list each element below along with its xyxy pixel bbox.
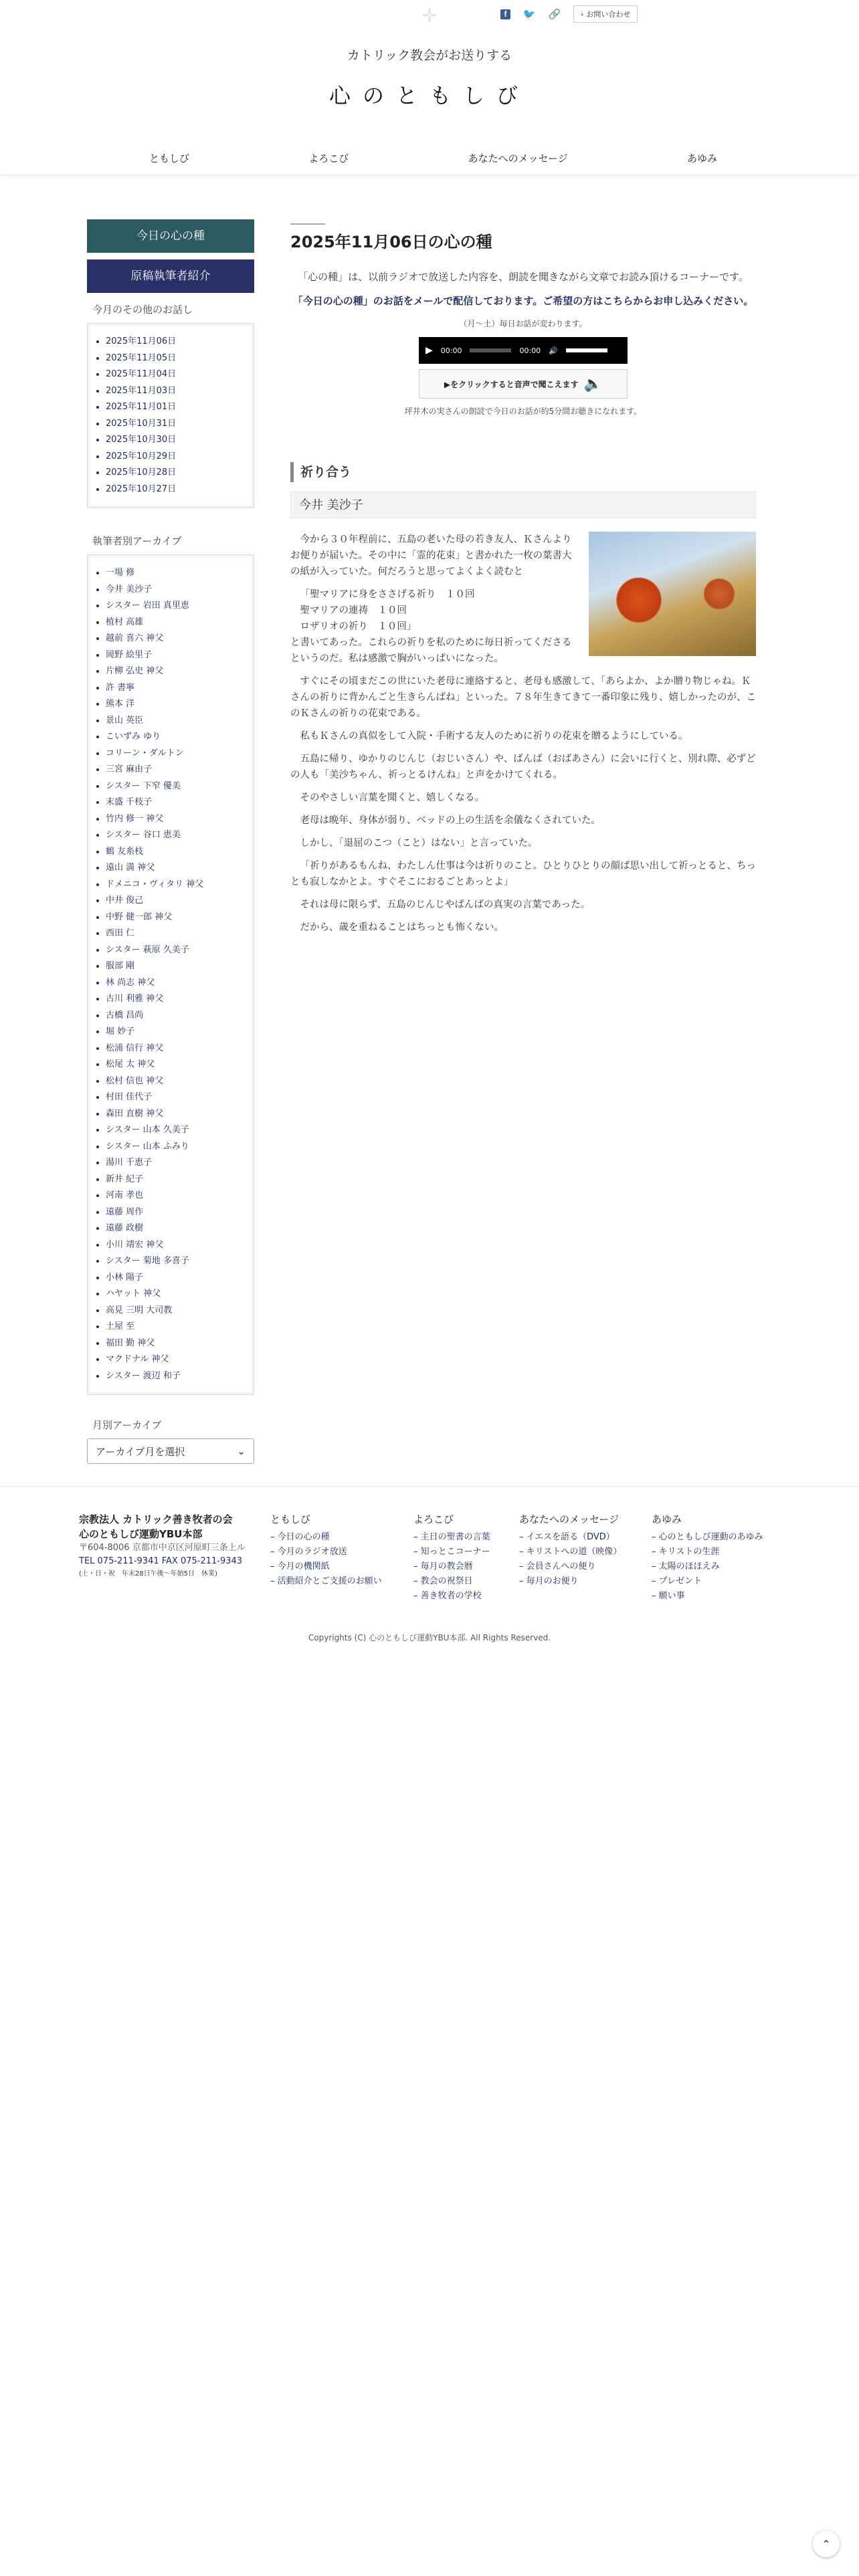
footer-link[interactable] <box>519 1530 622 1545</box>
author-list-item[interactable] <box>106 746 250 762</box>
social-links <box>500 5 638 23</box>
date-list-item-link[interactable]: 2025年11月04日 <box>106 369 177 379</box>
author-list-item-link[interactable]: 遠藤 政樹 <box>106 1223 144 1233</box>
footer-link-label: 今月の機関紙 <box>277 1562 330 1572</box>
author-list-item-link[interactable]: 越前 喜六 神父 <box>106 633 164 643</box>
story-paragraph: 老母は晩年、身体が弱り、ベッドの上の生活を余儀なくされていた。 <box>300 815 601 826</box>
monthly-archive-select[interactable] <box>87 1438 254 1464</box>
dash-icon: – <box>270 1547 278 1557</box>
footer-col-ayumi <box>652 1512 763 1604</box>
author-list-item[interactable] <box>106 844 250 861</box>
copyright: Copyrights (C) 心のともしび運動YBU本部. All Rights Reserved. <box>308 1633 551 1642</box>
global-nav <box>94 148 763 169</box>
author-list-item[interactable] <box>106 1188 250 1204</box>
story-paragraph: そのやさしい言葉を聞くと、嬉しくなる。 <box>300 792 484 803</box>
author-list-item[interactable] <box>106 942 250 959</box>
author-list-item-link[interactable]: シスター 谷口 恵美 <box>106 830 181 840</box>
author-list-item[interactable] <box>106 1155 250 1172</box>
footer-col-title: よろこび <box>413 1513 454 1525</box>
author-list-item[interactable] <box>106 713 250 730</box>
footer-col-title: あなたへのメッセージ <box>519 1513 619 1525</box>
date-list-item-link[interactable]: 2025年10月31日 <box>106 418 177 429</box>
author-list-item[interactable] <box>106 909 250 926</box>
author-list-item[interactable] <box>106 1237 250 1254</box>
author-list-item[interactable] <box>106 1041 250 1057</box>
nav-tomoshibi[interactable]: ともしび <box>149 152 190 165</box>
author-list-item[interactable] <box>106 1286 250 1303</box>
dash-icon: – <box>652 1576 659 1586</box>
dash-icon: – <box>652 1547 659 1557</box>
contact-button-label: お問い合わせ <box>586 10 631 19</box>
author-list-item-link[interactable]: シスター 萩原 久美子 <box>106 944 189 955</box>
footer-link[interactable] <box>413 1545 490 1560</box>
author-list-item[interactable] <box>106 1368 250 1385</box>
footer-link-label: 毎月の教会暦 <box>420 1562 473 1572</box>
monthly-archive-value: アーカイブ月を選択 <box>96 1445 185 1458</box>
chevron-up-icon: ⌃ <box>822 2537 831 2551</box>
link-icon[interactable]: 🔗 <box>548 8 561 20</box>
chevron-down-icon: ⌄ <box>237 1445 246 1457</box>
author-list-item[interactable] <box>106 582 250 599</box>
date-list-item[interactable] <box>106 383 250 400</box>
author-list-item-link[interactable]: 古橋 昌尚 <box>106 1010 144 1021</box>
footer-link[interactable] <box>652 1574 763 1589</box>
intro-text: 「心の種」は、以前ラジオで放送した内容を、朗読を聞きながら文章でお読み頂けるコーナーです。 <box>298 271 749 283</box>
footer-link[interactable] <box>652 1545 763 1560</box>
author-list-item[interactable] <box>106 827 250 844</box>
mail-subscription-link[interactable]: 「今日の心の種」のお話をメールで配信しております。ご希望の方はこちらからお申し込みください。 <box>292 295 754 307</box>
dash-icon: – <box>270 1532 278 1542</box>
author-list-item-link[interactable]: 遠山 満 神父 <box>106 863 155 873</box>
footer-link-label: 主日の聖書の言葉 <box>420 1532 490 1542</box>
author-list-item[interactable] <box>106 860 250 877</box>
chevron-right-icon: › <box>581 9 584 19</box>
footer-link-label: 会員さんへの便り <box>526 1562 596 1572</box>
author-list-item-link[interactable]: 一場 修 <box>106 568 135 578</box>
footer-link-label: イエスを語る（DVD） <box>526 1532 615 1542</box>
footer-link-label: 太陽のほほえみ <box>658 1562 720 1572</box>
author-list-item-link[interactable]: 古川 利雅 神父 <box>106 994 164 1004</box>
author-list-item[interactable] <box>106 1204 250 1221</box>
story-paragraph: それは母に限らず、五島のじんじやばんばの真実の言葉であった。 <box>300 899 591 910</box>
author-list-item[interactable] <box>106 762 250 778</box>
date-list-item[interactable] <box>106 449 250 465</box>
footer-link-label: プレゼント <box>658 1576 702 1586</box>
author-list-item[interactable] <box>106 696 250 713</box>
author-list-item[interactable] <box>106 663 250 680</box>
author-list-item-link[interactable]: 村田 佳代子 <box>106 1092 153 1102</box>
date-list-item-link[interactable]: 2025年11月06日 <box>106 336 177 346</box>
author-list-item[interactable] <box>106 893 250 909</box>
title-rule <box>290 223 325 225</box>
date-list-item[interactable] <box>106 366 250 383</box>
author-archive-list <box>87 554 254 1395</box>
main-content <box>290 219 756 942</box>
site-subtitle: カトリック教会がお送りする <box>347 48 512 63</box>
footer-link-label: 教会の祝祭日 <box>420 1576 473 1586</box>
site-header <box>0 0 859 175</box>
author-archive-heading: 執筆者別アーカイブ <box>92 535 182 547</box>
footer-link[interactable] <box>413 1530 490 1545</box>
date-list-item[interactable] <box>106 416 250 433</box>
audio-player <box>419 337 628 364</box>
author-list-item[interactable] <box>106 1073 250 1090</box>
page-title: 2025年11月06日の心の種 <box>290 233 492 251</box>
back-to-top-button[interactable] <box>813 2531 840 2557</box>
author-list-item-link[interactable]: シスター 山本 ふみり <box>106 1141 189 1152</box>
author-list-item[interactable] <box>106 1270 250 1287</box>
footer-col-title: あゆみ <box>652 1513 682 1525</box>
dash-icon: – <box>519 1532 527 1542</box>
story-paragraph: だから、歳を重ねることはちっとも怖くない。 <box>300 922 504 933</box>
author-list-item-link[interactable]: ドメニコ・ヴィタリ 神父 <box>106 879 204 889</box>
nav-message[interactable]: あなたへのメッセージ <box>468 152 568 165</box>
author-list-item-link[interactable]: 堀 妙子 <box>106 1027 135 1037</box>
author-list-item-link[interactable]: シスター 菊地 多喜子 <box>106 1256 189 1266</box>
date-list-item-link[interactable]: 2025年10月28日 <box>106 467 177 477</box>
footer-col-title: ともしび <box>270 1513 311 1525</box>
story-paragraph: 「聖マリアに身をささげる祈り １０回 聖マリアの連祷 １０回 ロザリオの祈り １０回」 と書いてあった。これらの祈りを私のために毎日祈ってくださるというのだ。私は感激で胸がいっぱいになった。 <box>290 589 572 664</box>
date-list-item[interactable] <box>106 334 250 350</box>
author-list-item[interactable] <box>106 647 250 664</box>
dash-icon: – <box>652 1532 659 1542</box>
date-list-item-link[interactable]: 2025年11月05日 <box>106 352 177 363</box>
footer-link-label: 善き牧者の学校 <box>420 1591 482 1601</box>
author-list-item[interactable] <box>106 615 250 631</box>
author-list-item[interactable] <box>106 926 250 942</box>
author-list-item-link[interactable]: 許 書寧 <box>106 682 135 693</box>
author-list-item-link[interactable]: 河南 孝也 <box>106 1190 144 1200</box>
listen-audio-label: ▶をクリックすると音声で聞こえます <box>444 379 579 389</box>
footer-col-tomoshibi <box>270 1512 382 1589</box>
twitter-icon[interactable]: 🐦 <box>522 8 536 20</box>
contact-button[interactable] <box>573 5 638 23</box>
author-list-item[interactable] <box>106 1106 250 1123</box>
org-address: 〒604-8006 京都市中京区河原町三条上ル <box>79 1543 246 1553</box>
date-list-item[interactable] <box>106 432 250 449</box>
footer-link[interactable] <box>652 1560 763 1574</box>
author-list-item[interactable] <box>106 1024 250 1041</box>
progress-bar[interactable] <box>470 348 511 352</box>
author-list-item[interactable] <box>106 1172 250 1188</box>
date-list-item[interactable] <box>106 399 250 416</box>
story-paragraph: 今から３０年程前に、五島の老いた母の若き友人、Ｋさんよりお便りが届いた。その中に「霊的花束」と書かれた一枚の葉書大の紙が入っていた。何だろうと思ってよくよく読むと <box>290 534 572 577</box>
author-list-item[interactable] <box>106 1139 250 1156</box>
author-list-item-link[interactable]: シスター 渡辺 和子 <box>106 1370 181 1381</box>
update-note: （月〜土）毎日お話が変わります。 <box>459 319 587 328</box>
cross-decoration-icon: ✛ <box>421 5 438 27</box>
sidebar <box>87 219 254 1464</box>
footer-link-label: キリストへの道（映像） <box>526 1547 622 1557</box>
author-list-item-link[interactable]: 遠藤 周作 <box>106 1206 144 1217</box>
date-list-item[interactable] <box>106 350 250 367</box>
author-list-item[interactable] <box>106 1352 250 1368</box>
footer-link[interactable] <box>270 1545 382 1560</box>
footer-link[interactable] <box>652 1530 763 1545</box>
footer-organization <box>79 1512 260 1580</box>
author-list-item-link[interactable]: 小林 陽子 <box>106 1272 144 1283</box>
date-list-item[interactable] <box>106 481 250 498</box>
author-list-item[interactable] <box>106 598 250 615</box>
story-body <box>290 532 756 936</box>
footer-link-label: 今日の心の種 <box>277 1532 330 1542</box>
author-list-item-link[interactable]: 松村 信也 神父 <box>106 1075 164 1086</box>
other-stories-heading: 今月のその他のお話し <box>92 304 193 316</box>
story-paragraph: 「祈りがあるもんね、わたしん仕事は今は祈りのこと。ひとりひとりの顔ば思い出して祈っとると、ちっとも寂しなかとよ。すぐそこにおるごとあっとよ」 <box>290 861 756 887</box>
author-list-item-link[interactable]: コリーン・ダルトン <box>106 748 184 758</box>
author-list-item[interactable] <box>106 991 250 1008</box>
dash-icon: – <box>519 1576 527 1586</box>
author-list-item-link[interactable]: シスター 岩田 真里恵 <box>106 601 189 611</box>
author-list-item-link[interactable]: 熊本 洋 <box>106 699 135 709</box>
date-list-item-link[interactable]: 2025年10月29日 <box>106 451 177 461</box>
author-list-item-link[interactable]: 中野 健一郎 神父 <box>106 911 173 922</box>
author-list-item-link[interactable]: 竹内 修一 神父 <box>106 813 164 824</box>
dash-icon: – <box>413 1591 421 1601</box>
author-list-item-link[interactable]: 服部 剛 <box>106 961 135 971</box>
author-list-item[interactable] <box>106 1057 250 1073</box>
other-stories-list <box>87 323 254 508</box>
footer-link[interactable] <box>519 1574 622 1589</box>
site-footer <box>0 1486 859 1646</box>
authors-intro-button[interactable]: 原稿執筆者紹介 <box>87 259 254 293</box>
monthly-archive-heading: 月別アーカイブ <box>92 1419 162 1431</box>
footer-link[interactable] <box>519 1560 622 1574</box>
speaker-icon: 🔈 <box>583 375 603 393</box>
footer-link[interactable] <box>270 1530 382 1545</box>
dash-icon: – <box>413 1547 421 1557</box>
author-list-item[interactable] <box>106 631 250 647</box>
story-paragraph: しかし、「退屈のこつ（こと）はない」と言っていた。 <box>300 838 538 849</box>
date-list-item-link[interactable]: 2025年10月27日 <box>106 484 177 494</box>
dash-icon: – <box>519 1562 527 1572</box>
today-seed-button[interactable]: 今日の心の種 <box>87 219 254 253</box>
footer-col-message <box>519 1512 622 1589</box>
reader-note: 坪井木の実さんの朗読で今日のお話が約5分間お聴きになれます。 <box>404 407 642 416</box>
author-list-item[interactable] <box>106 729 250 746</box>
play-icon[interactable]: ▶ <box>425 345 433 356</box>
author-list-item-link[interactable]: シスター 山本 久美子 <box>106 1125 189 1135</box>
dash-icon: – <box>413 1562 421 1572</box>
date-list-item-link[interactable]: 2025年11月03日 <box>106 385 177 396</box>
date-list-item-link[interactable]: 2025年11月01日 <box>106 402 177 412</box>
author-list-item-link[interactable]: 湯川 千恵子 <box>106 1158 153 1168</box>
author-list-item[interactable] <box>106 877 250 893</box>
footer-link-label: 今月のラジオ放送 <box>277 1547 347 1557</box>
footer-link[interactable] <box>270 1574 382 1589</box>
footer-link-label: 願い事 <box>658 1591 685 1601</box>
author-list-item[interactable] <box>106 794 250 811</box>
author-list-item[interactable] <box>106 565 250 582</box>
footer-link[interactable] <box>413 1574 490 1589</box>
footer-link[interactable] <box>519 1545 622 1560</box>
story-paragraph: 五島に帰り、ゆかりのじんじ（おじいさん）や、ばんば（おばあさん）に会いに行くと、別れ際、必ずどの人も「美沙ちゃん、祈っとるけんね」と声をかけてくれる。 <box>290 754 756 780</box>
footer-link[interactable] <box>652 1589 763 1604</box>
author-list-item[interactable] <box>106 1253 250 1270</box>
author-list-item[interactable] <box>106 958 250 975</box>
story-author: 今井 美沙子 <box>290 492 756 518</box>
author-list-item[interactable] <box>106 1122 250 1139</box>
facebook-icon[interactable]: f <box>500 9 510 19</box>
dash-icon: – <box>413 1532 421 1542</box>
author-list-item-link[interactable]: 松尾 太 神父 <box>106 1059 155 1069</box>
story-paragraph: 私もＫさんの真似をして入院・手術する友人のために祈りの花束を贈るようにしている。 <box>300 731 688 742</box>
author-list-item[interactable] <box>106 1089 250 1106</box>
author-list-item-link[interactable]: 新井 紀子 <box>106 1174 144 1184</box>
story-paragraph: すぐにその頃まだこの世にいた老母に連絡すると、老母も感激して、「あらよか、よか贈り物じゃね。Ｋさんの祈りに背かんごと生きらんばね」といった。７８年生きてきて一番印象に残り、嬉しかったのが、このＫさんの祈りの花束である。 <box>290 676 756 719</box>
story-title: 祈り合う <box>290 462 756 482</box>
author-list-item[interactable] <box>106 975 250 992</box>
author-list-item-link[interactable]: 鶴 友糸枝 <box>106 846 144 857</box>
footer-link-label: 心のともしび運動のあゆみ <box>658 1532 763 1542</box>
author-list-item-link[interactable]: 小川 靖宏 神父 <box>106 1239 164 1250</box>
author-list-item[interactable] <box>106 1220 250 1237</box>
nav-yorokobi[interactable]: よろこび <box>308 152 349 165</box>
author-list-item-link[interactable]: 植村 高雄 <box>106 617 144 627</box>
org-hours: (土・日・祝 年末28日午後〜年始5日 休業) <box>79 1570 217 1578</box>
dash-icon: – <box>270 1562 278 1572</box>
date-list-item[interactable] <box>106 465 250 481</box>
volume-icon[interactable]: 🔊 <box>549 346 558 355</box>
author-list-item-link[interactable]: 高見 三明 大司教 <box>106 1305 173 1315</box>
author-list-item-link[interactable]: 森田 直樹 神父 <box>106 1108 164 1119</box>
author-list-item[interactable] <box>106 1008 250 1025</box>
author-list-item[interactable] <box>106 778 250 795</box>
footer-link-label: 知っとこコーナー <box>420 1547 490 1557</box>
author-list-item-link[interactable]: 末盛 千枝子 <box>106 797 153 807</box>
author-list-item-link[interactable]: マクドナル 神父 <box>106 1354 169 1364</box>
footer-link[interactable] <box>413 1589 490 1604</box>
author-list-item[interactable] <box>106 680 250 697</box>
author-list-item-link[interactable]: 西田 仁 <box>106 928 135 938</box>
dash-icon: – <box>519 1547 527 1557</box>
author-list-item-link[interactable]: 福田 勤 神父 <box>106 1337 155 1348</box>
footer-link-label: 毎月のお便り <box>526 1576 579 1586</box>
footer-col-yorokobi <box>413 1512 490 1604</box>
org-name: 宗教法人 カトリック善き牧者の会 <box>79 1513 233 1525</box>
org-phone: TEL 075-211-9341 FAX 075-211-9343 <box>79 1556 243 1566</box>
org-branch: 心のともしび運動YBU本部 <box>79 1528 203 1540</box>
footer-link-label: 活動紹介とご支援のお願い <box>277 1576 382 1586</box>
author-list-item[interactable] <box>106 1335 250 1352</box>
author-list-item-link[interactable]: こいずみ ゆり <box>106 732 161 742</box>
footer-link-label: キリストの生涯 <box>658 1547 720 1557</box>
author-list-item-link[interactable]: 土屋 至 <box>106 1321 135 1331</box>
author-list-item-link[interactable]: 中井 俊己 <box>106 895 144 905</box>
author-list-item-link[interactable]: ハヤット 神父 <box>106 1289 161 1299</box>
persimmon-photo <box>589 532 756 656</box>
dash-icon: – <box>413 1576 421 1586</box>
site-title[interactable]: 心のともしび <box>328 83 530 108</box>
author-list-item-link[interactable]: 松浦 信行 神父 <box>106 1043 164 1053</box>
author-list-item-link[interactable]: 景山 英臣 <box>106 715 144 726</box>
dash-icon: – <box>270 1576 278 1586</box>
listen-audio-button[interactable] <box>419 369 628 399</box>
author-list-item-link[interactable]: 今井 美沙子 <box>106 584 153 595</box>
author-list-item-link[interactable]: 林 尚志 神父 <box>106 977 155 988</box>
date-list-item-link[interactable]: 2025年10月30日 <box>106 435 177 445</box>
footer-link[interactable] <box>270 1560 382 1574</box>
author-list-item[interactable] <box>106 1319 250 1335</box>
author-list-item-link[interactable]: 片柳 弘史 神父 <box>106 666 164 676</box>
author-list-item[interactable] <box>106 1303 250 1319</box>
volume-slider[interactable] <box>566 348 607 352</box>
nav-ayumi[interactable]: あゆみ <box>686 152 717 165</box>
total-time: 00:00 <box>519 346 541 355</box>
dash-icon: – <box>652 1591 659 1601</box>
footer-link[interactable] <box>413 1560 490 1574</box>
author-list-item-link[interactable]: 三宮 麻由子 <box>106 764 153 774</box>
author-list-item-link[interactable]: シスター 下窄 優美 <box>106 780 181 791</box>
dash-icon: – <box>652 1562 659 1572</box>
author-list-item-link[interactable]: 岡野 絵里子 <box>106 649 153 660</box>
author-list-item[interactable] <box>106 811 250 828</box>
current-time: 00:00 <box>440 346 462 355</box>
